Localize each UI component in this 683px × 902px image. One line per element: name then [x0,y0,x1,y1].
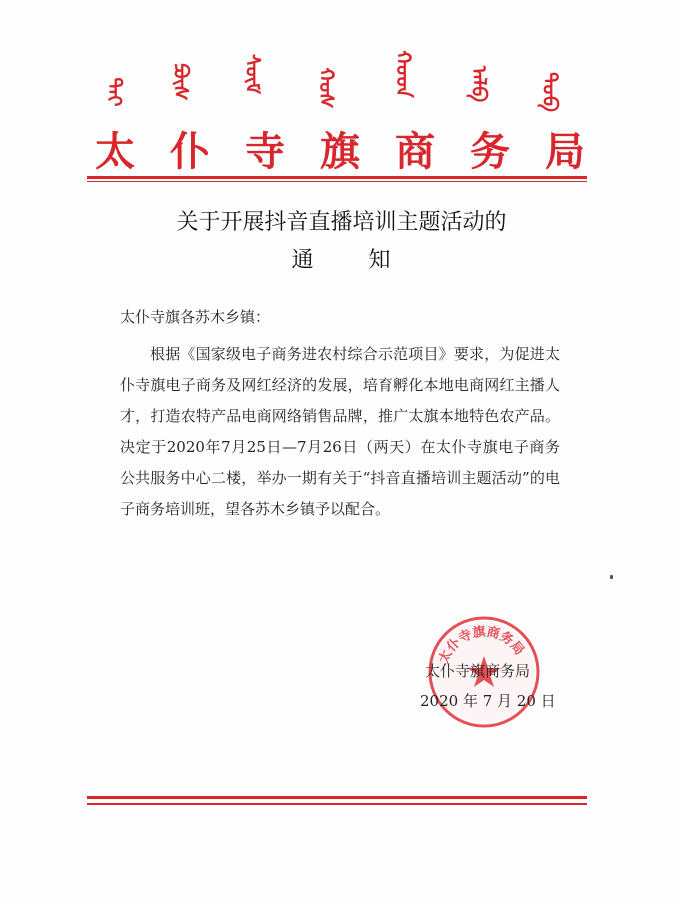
org-name-char: 旗 [320,129,360,175]
footer-divider [87,796,587,799]
scan-speck [610,575,613,579]
header-divider [87,176,587,179]
footer-divider-second [87,803,587,805]
mongolian-glyph: ᠰᠥᠮ [241,53,265,95]
mongolian-header [100,50,570,114]
mongolian-glyph: ᠲᠣᠪ [538,72,563,112]
org-name-char: 务 [470,129,510,175]
header-divider-thin [87,181,587,182]
notice-title: 关于开展抖音直播培训主题活动的 [176,210,507,235]
signer-name: 太仆寺旗商务局 [425,662,531,680]
notice-subtitle-right: 知 [368,248,392,273]
notice-subtitle-left: 通 [291,248,315,273]
notice-body: 根据《国家级电子商务进农村综合示范项目》要求，为促进太仆寺旗电子商务及网红经济的发展，培育孵化本地电商网红主播人才，打造农特产品电商网络销售品牌，推广太旗本地特色农产品。决定于2020年7月25日—7月26日（两天）在太仆寺旗电子商务公共服务中心二楼，举办一期有关于“抖音直播培训主题活动”的电子商务培训班，望各苏木乡镇予以配合。 [120,345,560,518]
org-name-header [95,120,585,177]
issue-date: 2020 年 7 月 20 日 [420,692,556,710]
mongolian-glyph: ᠳᠠᠢ [102,77,127,107]
mongolian-glyph: ᠫᠦᠰ [169,63,194,101]
mongolian-glyph: ᠬᠣᠳ [391,50,416,98]
stamp-text: 太仆寺旗商务局 [436,624,527,667]
org-name-char: 局 [545,129,585,175]
mongolian-glyph: ᠬᠣᠰ [314,67,339,109]
org-name-char: 寺 [245,129,285,175]
org-name-char: 太 [95,129,135,175]
org-name-char: 商 [395,129,435,175]
mongolian-glyph: ᠠᠯᠪ [466,65,491,103]
salutation: 太仆寺旗各苏木乡镇： [120,308,271,326]
notice-subtitle [0,243,683,274]
org-name-char: 仆 [170,129,210,175]
